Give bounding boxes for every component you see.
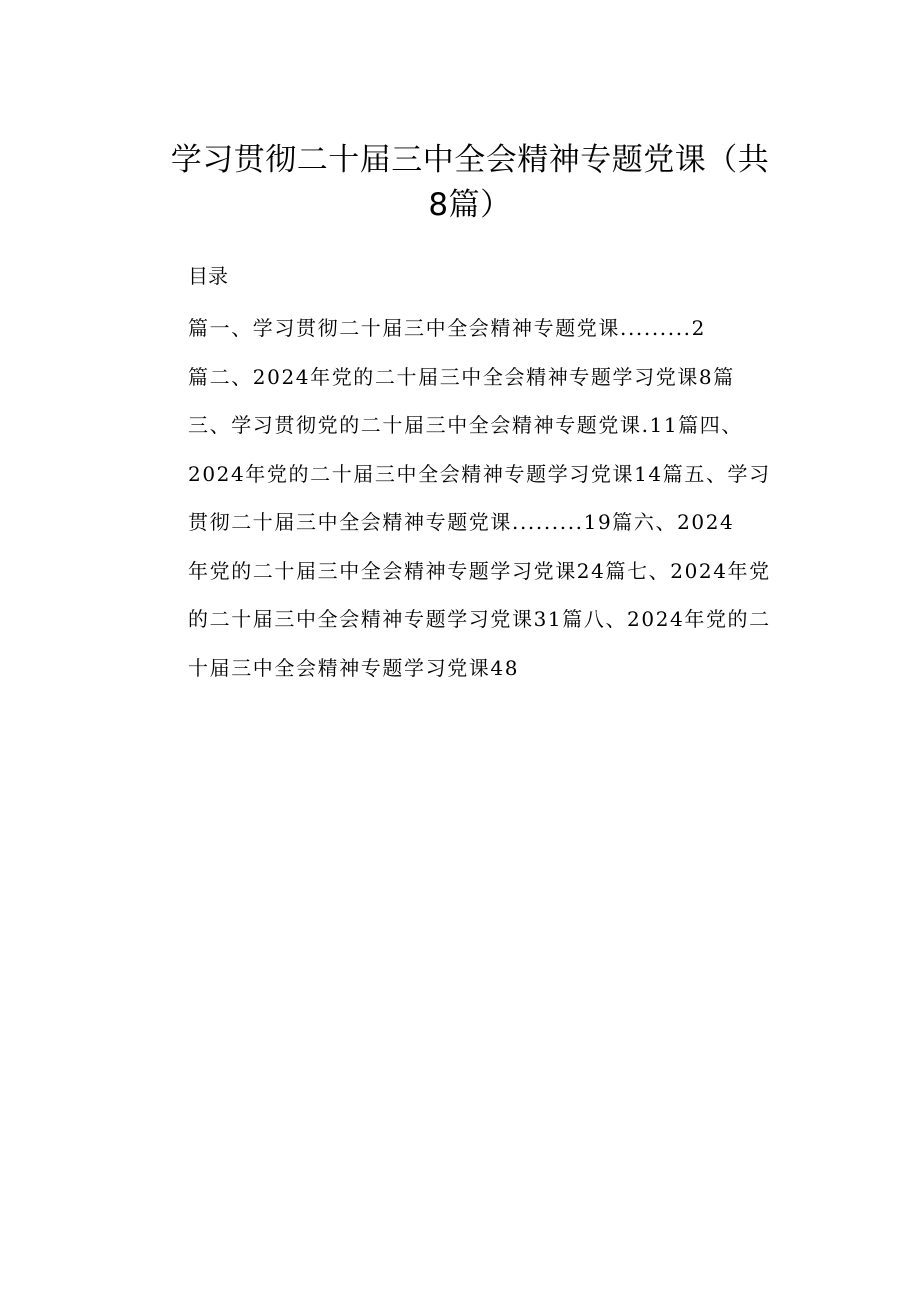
- toc-line: 年党的二十届三中全会精神专题学习党课24篇七、2024年党: [188, 558, 771, 583]
- document-title-line-2: 8篇）: [428, 187, 512, 223]
- toc-line: 贯彻二十届三中全会精神专题党课.........19篇六、2024: [188, 510, 735, 534]
- table-of-contents: [188, 304, 798, 692]
- toc-heading: 目录: [188, 264, 228, 288]
- toc-line: 的二十届三中全会精神专题学习党课31篇八、2024年党的二: [188, 607, 771, 631]
- document-title-line-1: 学习贯彻二十届三中全会精神专题党课（共: [170, 142, 770, 178]
- toc-line: 三、学习贯彻党的二十届三中全会精神专题党课.11篇四、: [188, 413, 744, 437]
- toc-line: 篇二、2024年党的二十届三中全会精神专题学习党课8篇: [188, 364, 735, 389]
- toc-line: 十届三中全会精神专题学习党课48: [188, 655, 520, 680]
- toc-line: 2024年党的二十届三中全会精神专题学习党课14篇五、学习: [188, 461, 771, 486]
- toc-line: 篇一、学习贯彻二十届三中全会精神专题党课.........2: [188, 316, 706, 340]
- document-title: [150, 138, 790, 228]
